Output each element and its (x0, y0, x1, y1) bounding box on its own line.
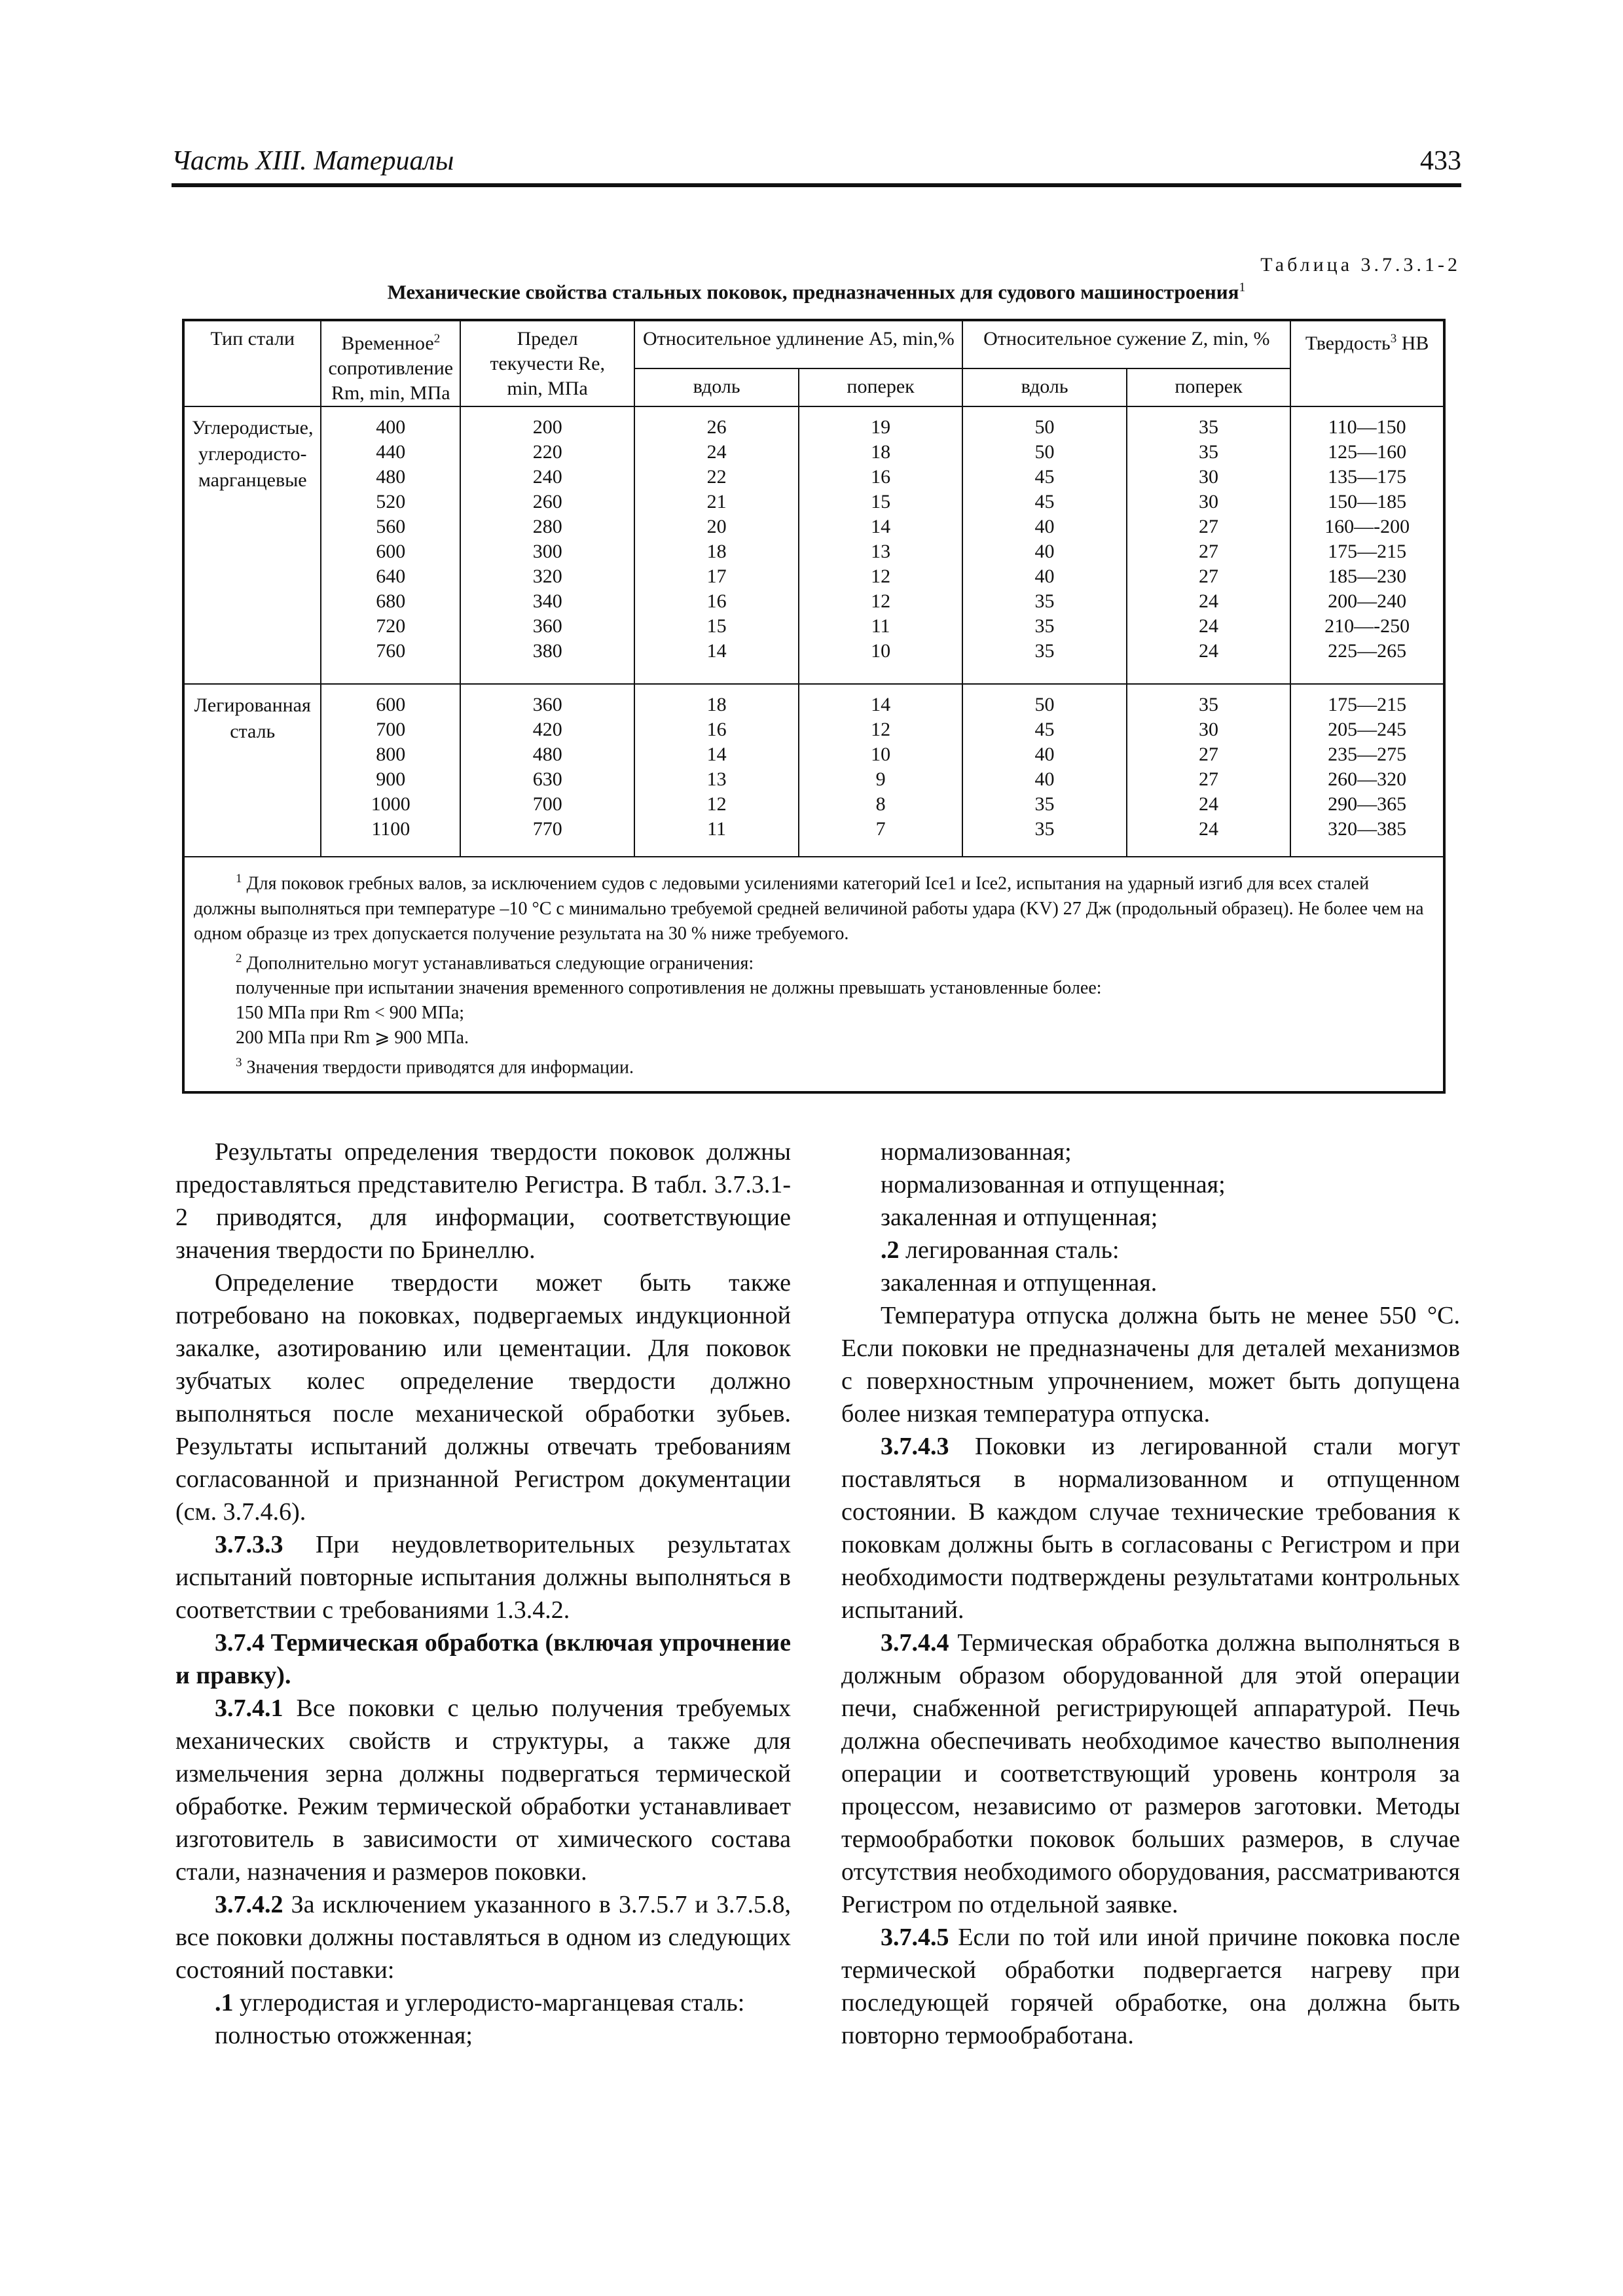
footnote-2-line2: 150 МПа при Rm < 900 МПа; (236, 1002, 465, 1023)
group-type: Углеродистые, углеродисто- марганцевые (183, 406, 321, 684)
list-text: углеродистая и углеродисто-марганцевая сталь: (233, 1989, 745, 2017)
cell-hb: 110—150 125—160 135—175 150—185 160—-200 175—215 185—230 200—240 210—-250 225—265 (1290, 406, 1444, 684)
paragraph-3745 (841, 1921, 1460, 2052)
clause-number: 3.7.4.1 (215, 1695, 283, 1722)
paragraph-3744 (841, 1626, 1460, 1921)
cell-rm: 400 440 480 520 560 600 640 680 720 760 (321, 406, 460, 684)
footnote-2 (194, 946, 1434, 976)
cell-rm: 600 700 800 900 1000 1100 (321, 684, 460, 857)
clause-text: За исключением указанного в 3.7.5.7 и 3.7.5.8, все поковки должны поставляться в одном из следующих состояний поставки: (175, 1891, 791, 1984)
list-subitem: нормализованная и отпущенная; (881, 1171, 1226, 1198)
paragraph: Температура отпуска должна быть не менее 550 °С. Если поковки не предназначены для деталей механизмов с поверхностным упрочнением, может быть допущена более низкая температура отпуска. (841, 1302, 1460, 1427)
footnote-1-mark: 1 (236, 872, 242, 886)
header-yield-a: Предел (517, 328, 578, 350)
list-number: .1 (215, 1989, 234, 2017)
paragraph-3743 (841, 1430, 1460, 1626)
clause-number: 3.7.4.2 (215, 1891, 283, 1918)
footnote-2-line1: полученные при испытании значения временного сопротивления не должны превышать установленные более: (236, 977, 1102, 998)
clause-text: При неудовлетворительных результатах испытаний повторные испытания должны выполняться в соответствии с требованиями 1.3.4.2. (175, 1531, 791, 1624)
header-z-across: поперек (1127, 368, 1290, 406)
table-group-carbon (183, 406, 1444, 684)
clause-number: 3.7.4.3 (881, 1433, 949, 1460)
header-hardness-text: Твердость (1305, 332, 1391, 354)
running-header (172, 143, 1461, 187)
header-title: Часть XIII. Материалы (172, 146, 454, 176)
cell-z-across: 35 30 27 27 24 24 (1127, 684, 1290, 857)
cell-a5-along: 18 16 14 13 12 11 (634, 684, 798, 857)
clause-number: 3.7.3.3 (215, 1531, 283, 1558)
paragraph: Определение твердости может быть также потребовано на поковках, подвергаемых индукционной закалке, азотированию или цементации. Для поковок зубчатых колес определение твердости должно выполняться после механической обработки зубьев. Результаты испытаний должны отвечать требованиям согласованной и признанной Регистром документации (см. 3.7.4.6). (175, 1269, 791, 1526)
header-hardness-note: 3 (1390, 332, 1397, 346)
cell-re: 200 220 240 260 280 300 320 340 360 380 (460, 406, 634, 684)
footnote-1-text: Для поковок гребных валов, за исключением судов с ледовыми усилениями категорий Ice1 и Ice2, испытания на ударный изгиб для всех сталей должны выполняться при температуре –10 °С с минимально требуемой средней величиной работы удара (KV) 27 Дж (продольный образец). Не более чем на одном образце из трех допускается получение результата на 30 % ниже требуемого. (194, 873, 1424, 944)
list-text: легированная сталь: (899, 1236, 1120, 1264)
clause-text: Поковки из легированной стали могут поставляться в нормализованном и отпущенном состоянии. В каждом случае технические требования к поковкам должны быть в согласованы с Регистром и при необходимости подтверждены результатами контрольных испытаний. (841, 1433, 1460, 1624)
header-tensile-rest: сопротивление (328, 357, 454, 379)
footnote-3-mark: 3 (236, 1055, 242, 1069)
header-elongation: Относительное удлинение A5, min,% (634, 320, 962, 368)
cell-a5-across: 14 12 10 9 8 7 (799, 684, 962, 857)
properties-table (182, 319, 1446, 1094)
list-item-2 (841, 1234, 1460, 1266)
table-title-footnote-mark: 1 (1239, 280, 1246, 295)
footnote-3-text: Значения твердости приводятся для информации. (246, 1057, 634, 1078)
cell-z-along: 50 45 40 40 35 35 (962, 684, 1126, 857)
cell-z-across: 35 35 30 30 27 27 27 24 24 24 (1127, 406, 1290, 684)
header-hardness (1290, 320, 1444, 406)
header-tensile-note: 2 (433, 332, 441, 346)
header-tensile (321, 320, 460, 406)
header-a5-along: вдоль (634, 368, 798, 406)
header-tensile-units: Rm, min, МПа (331, 382, 450, 404)
clause-text: Все поковки с целью получения требуемых механических свойств и структуры, а также для измельчения зерна должны подвергаться термической обработке. Режим термической обработки устанавливает изготовитель в зависимости от химического состава стали, назначения и размеров поковки. (175, 1695, 791, 1886)
list-number: .2 (881, 1236, 900, 1264)
header-yield (460, 320, 634, 406)
list-subitem: закаленная и отпущенная; (881, 1204, 1158, 1231)
list-subitem: нормализованная; (881, 1138, 1072, 1166)
right-column (841, 1136, 1460, 2052)
table-label: Таблица 3.7.3.1-2 (1260, 254, 1461, 276)
cell-re: 360 420 480 630 700 770 (460, 684, 634, 857)
footnote-2-mark: 2 (236, 951, 242, 965)
paragraph-3742 (175, 1888, 791, 1986)
footnote-3 (194, 1050, 1434, 1080)
paragraph-3741 (175, 1692, 791, 1888)
header-tensile-text: Временное (341, 332, 434, 354)
left-column (175, 1136, 791, 2052)
clause-number: 3.7.4.4 (881, 1629, 949, 1657)
paragraph-3733 (175, 1528, 791, 1626)
header-steel-type: Тип стали (183, 320, 321, 406)
cell-a5-across: 19 18 16 15 14 13 12 12 11 10 (799, 406, 962, 684)
clause-number: 3.7.4.5 (881, 1924, 949, 1951)
paragraph: Результаты определения твердости поковок должны предоставляться представителю Регистра. В табл. 3.7.3.1-2 приводятся, для информации, соответствующие значения твердости по Бринеллю. (175, 1138, 791, 1264)
table-title-text: Механические свойства стальных поковок, предназначенных для судового машиностроения (387, 280, 1239, 304)
group-type: Легированная сталь (183, 684, 321, 857)
table-footnotes (183, 857, 1444, 1092)
header-hardness-units: НВ (1401, 332, 1429, 354)
cell-a5-along: 26 24 22 21 20 18 17 16 15 14 (634, 406, 798, 684)
header-a5-across: поперек (799, 368, 962, 406)
footnote-2-line3: 200 МПа при Rm ⩾ 900 МПа. (236, 1027, 469, 1048)
clause-text: Термическая обработка должна выполняться в должным образом оборудованной для этой операции печи, снабженной регистрирующей аппаратурой. Печь должна обеспечивать необходимое качество выполнения операции и соответствующий уровень контроля за процессом, независимо от размеров заготовки. Методы термообработки поковок больших размеров, в случае отсутствия необходимого оборудования, рассматриваются Регистром по отдельной заявке. (841, 1629, 1460, 1918)
footnote-1 (194, 867, 1434, 946)
footnote-2-text: Дополнительно могут устанавливаться следующие ограничения: (246, 952, 754, 973)
list-subitem: закаленная и отпущенная. (881, 1269, 1158, 1297)
header-reduction: Относительное сужение Z, min, % (962, 320, 1290, 368)
cell-hb: 175—215 205—245 235—275 260—320 290—365 320—385 (1290, 684, 1444, 857)
cell-z-along: 50 50 45 45 40 40 40 35 35 35 (962, 406, 1126, 684)
table-group-alloy (183, 684, 1444, 857)
header-yield-b: текучести Re, (490, 353, 605, 374)
section-heading-374: 3.7.4 Термическая обработка (включая упрочнение и правку). (175, 1629, 791, 1689)
header-yield-c: min, МПа (507, 378, 588, 399)
list-subitem: полностью отожженная; (215, 2022, 473, 2049)
clause-text: Если по той или иной причине поковка после термической обработки подвергается нагреву при последующей горячей обработке, она должна быть повторно термообработана. (841, 1924, 1460, 2049)
page-number: 433 (1420, 146, 1461, 176)
table-title (172, 280, 1461, 304)
list-item-1 (175, 1986, 791, 2019)
header-z-along: вдоль (962, 368, 1126, 406)
